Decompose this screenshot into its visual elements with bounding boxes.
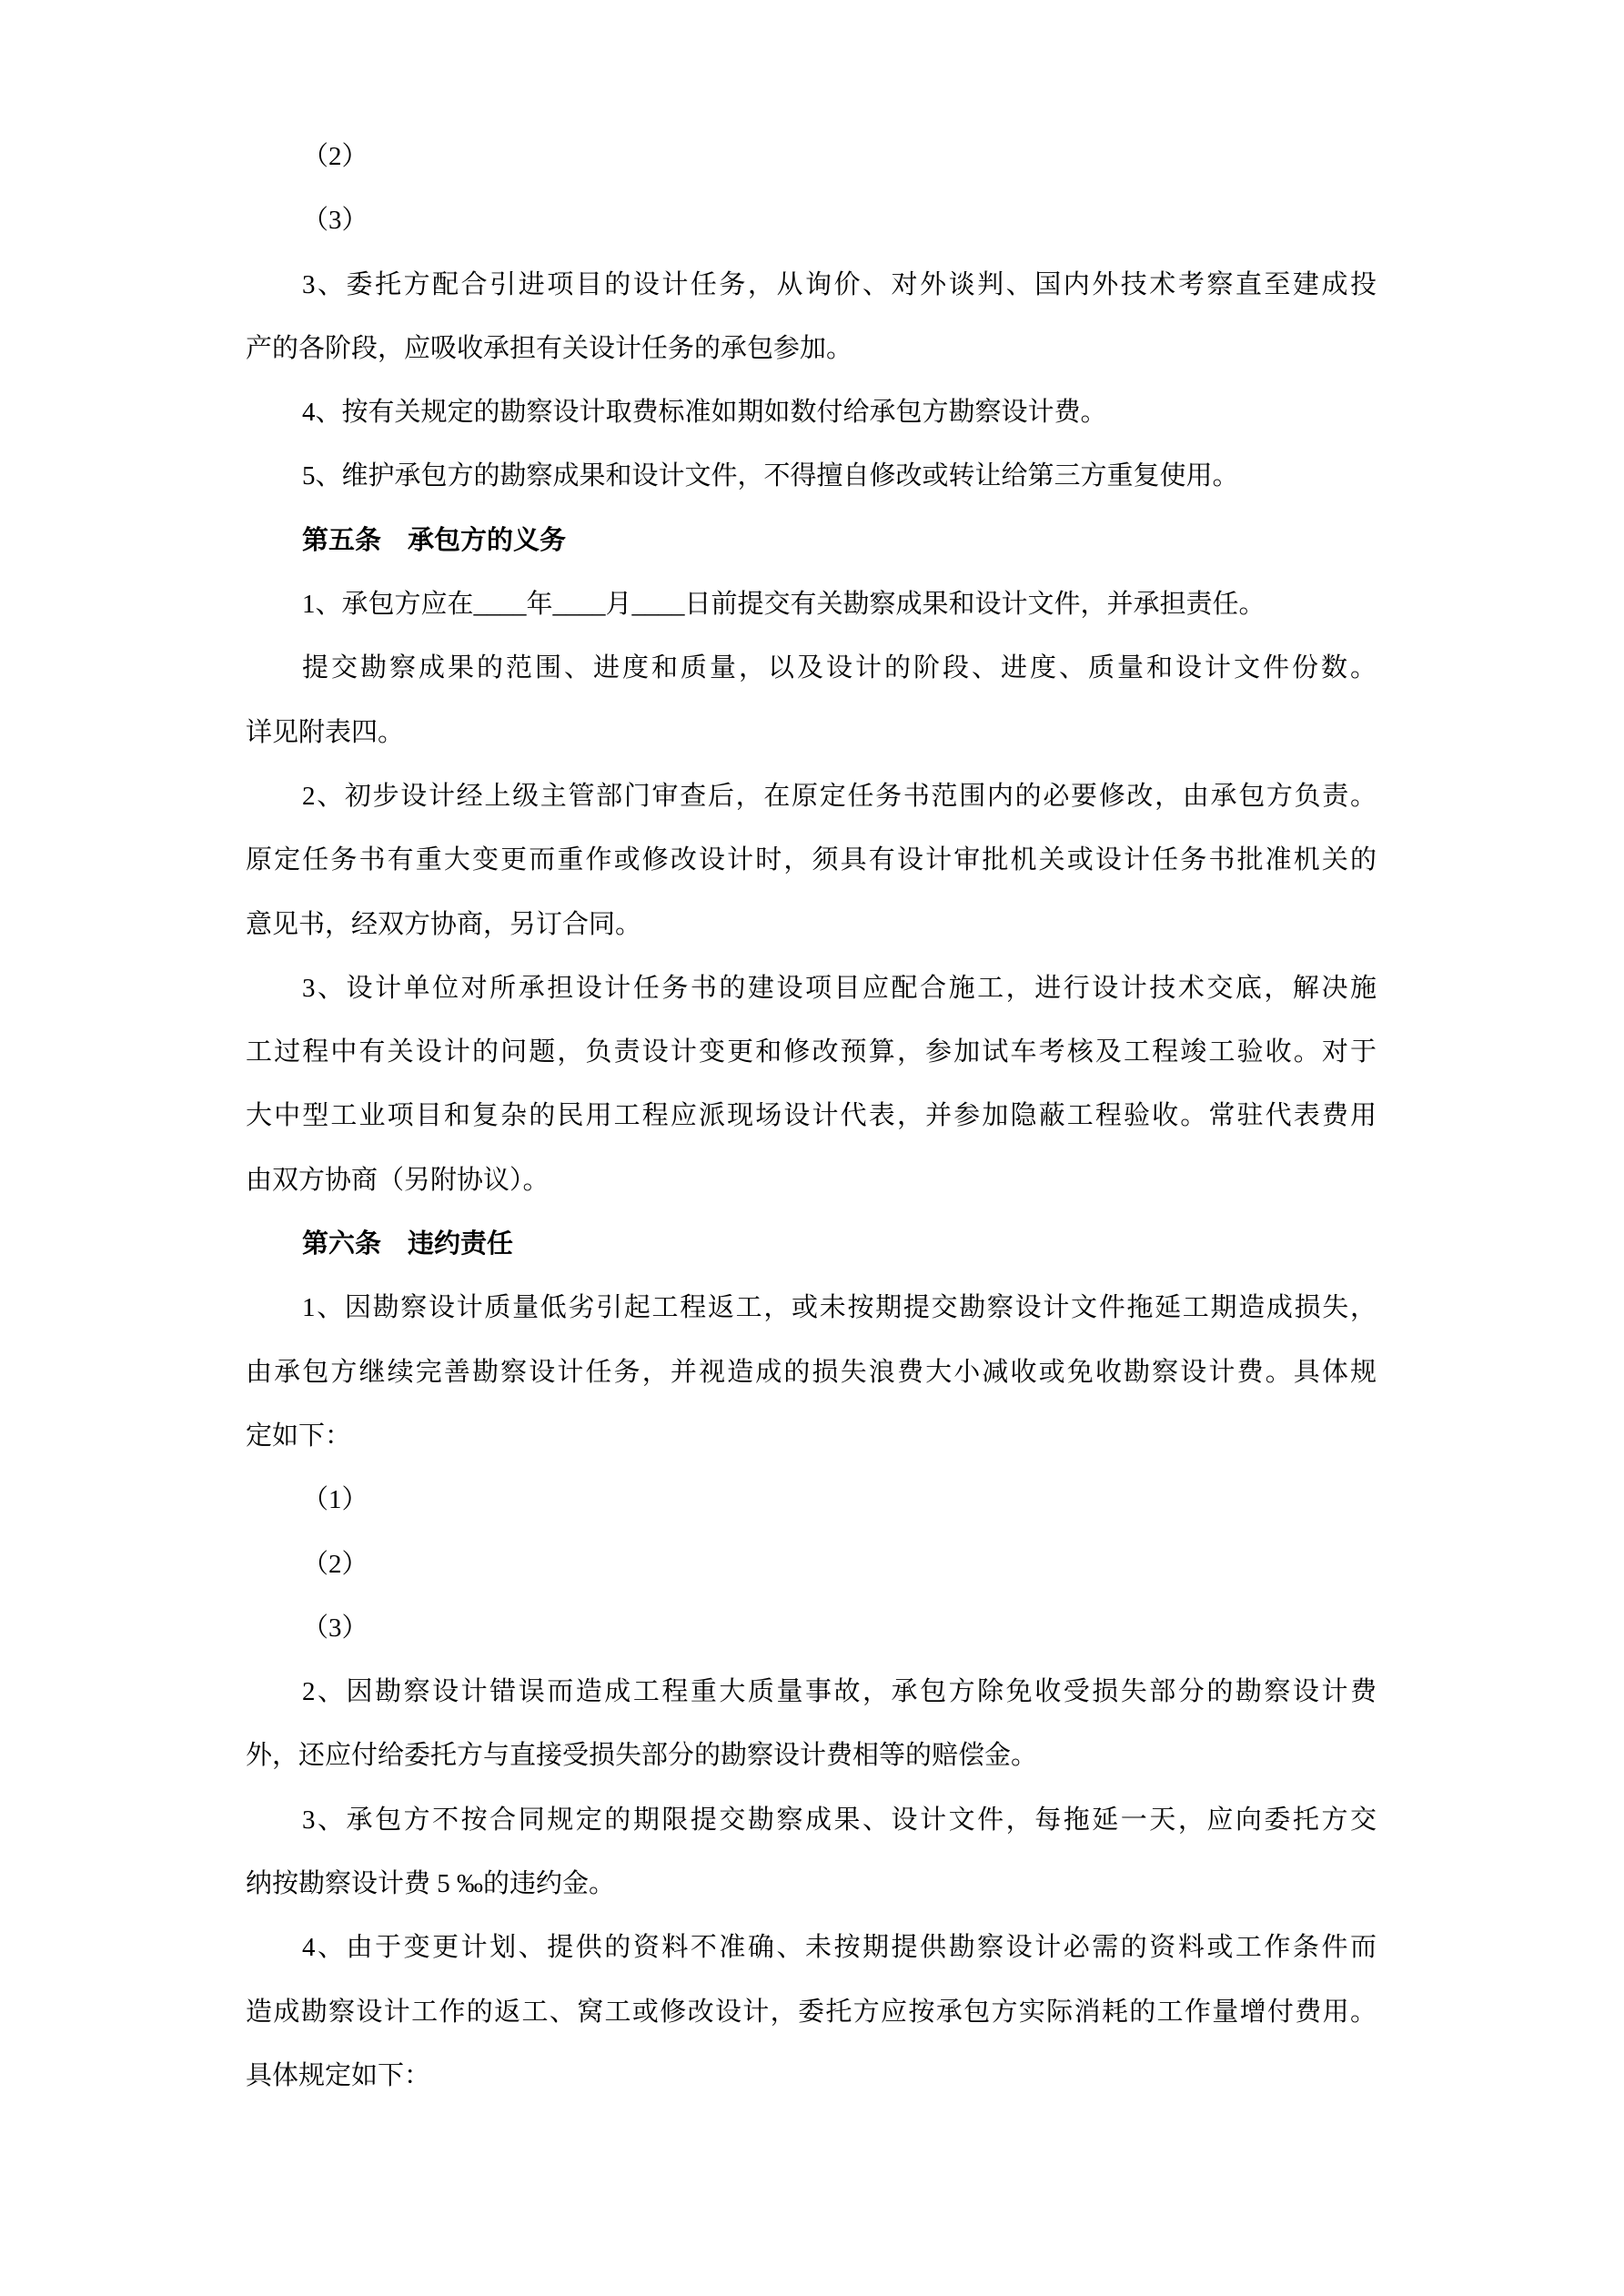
text-line: 5、维护承包方的勘察成果和设计文件，不得擅自修改或转让给第三方重复使用。	[302, 461, 1239, 491]
text-line: 2、初步设计经上级主管部门审查后，在原定任务书范围内的必要修改，由承包方负责。	[302, 781, 1377, 811]
text-line: 4、由于变更计划、提供的资料不准确、未按期提供勘察设计必需的资料或工作条件而	[302, 1933, 1377, 1963]
text-line: 4、按有关规定的勘察设计取费标准如期如数付给承包方勘察设计费。	[302, 398, 1107, 428]
text-line: 由承包方继续完善勘察设计任务，并视造成的损失浪费大小减收或免收勘察设计费。具体规	[246, 1357, 1377, 1387]
text-line: 造成勘察设计工作的返工、窝工或修改设计，委托方应按承包方实际消耗的工作量增付费用。	[246, 1997, 1377, 2027]
text-line: （3）	[302, 206, 368, 236]
section-heading: 第五条 承包方的义务	[302, 525, 567, 555]
text-line: 原定任务书有重大变更而重作或修改设计时，须具有设计审批机关或设计任务书批准机关的	[246, 845, 1377, 875]
text-line: 提交勘察成果的范围、进度和质量，以及设计的阶段、进度、质量和设计文件份数。	[302, 653, 1377, 683]
text-line: 详见附表四。	[246, 717, 405, 747]
text-line: 意见书，经双方协商，另订合同。	[246, 909, 642, 939]
text-line: （2）	[302, 1549, 368, 1579]
text-line: 3、委托方配合引进项目的设计任务，从询价、对外谈判、国内外技术考察直至建成投	[302, 269, 1377, 299]
text-line: 具体规定如下：	[246, 2060, 431, 2090]
text-line: 1、因勘察设计质量低劣引起工程返工，或未按期提交勘察设计文件拖延工期造成损失，	[302, 1293, 1377, 1323]
text-line: 3、承包方不按合同规定的期限提交勘察成果、设计文件，每拖延一天，应向委托方交	[302, 1805, 1377, 1835]
section-heading: 第六条 违约责任	[302, 1229, 514, 1259]
text-line: 2、因勘察设计错误而造成工程重大质量事故，承包方除免收受损失部分的勘察设计费	[302, 1677, 1377, 1707]
text-line: 产的各阶段，应吸收承担有关设计任务的承包参加。	[246, 333, 853, 363]
text-line: 工过程中有关设计的问题，负责设计变更和修改预算，参加试车考核及工程竣工验收。对于	[246, 1037, 1377, 1067]
text-line: 由双方协商（另附协议）。	[246, 1165, 550, 1195]
text-line: 外，还应付给委托方与直接受损失部分的勘察设计费相等的赔偿金。	[246, 1741, 1038, 1771]
text-line: 定如下：	[246, 1421, 352, 1451]
text-line: 纳按勘察设计费 5 ‰的违约金。	[246, 1869, 616, 1899]
text-line: （2）	[302, 142, 368, 171]
text-line: （1）	[302, 1485, 368, 1515]
document-body	[246, 125, 1377, 2108]
text-line: （3）	[302, 1613, 368, 1643]
text-line: 大中型工业项目和复杂的民用工程应派现场设计代表，并参加隐蔽工程验收。常驻代表费用	[246, 1101, 1377, 1131]
text-line: 1、承包方应在____年____月____日前提交有关勘察成果和设计文件，并承担责任。	[302, 590, 1266, 620]
text-line: 3、设计单位对所承担设计任务书的建设项目应配合施工，进行设计技术交底，解决施	[302, 973, 1377, 1003]
